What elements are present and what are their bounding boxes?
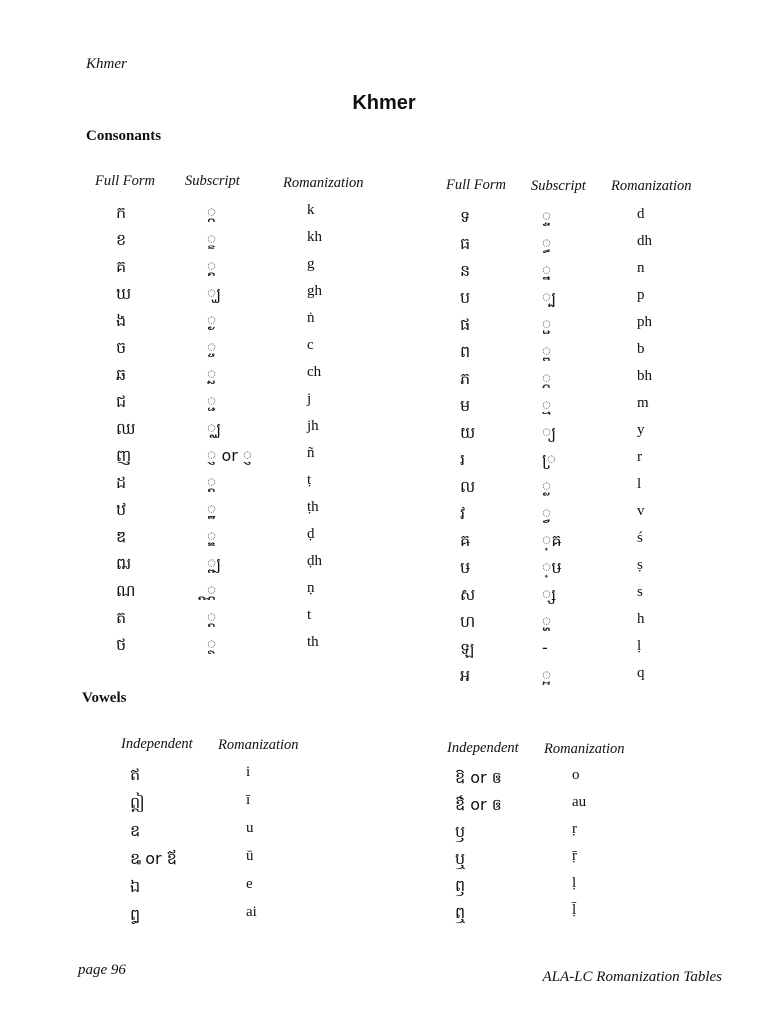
vowel-romanization: e [246,876,253,892]
consonant-full-form: ឝ [460,531,471,550]
consonant-subscript: ្ស [542,585,557,604]
consonant-subscript: ្ប [542,288,557,307]
consonant-romanization: th [307,634,319,650]
consonant-romanization: k [307,202,315,218]
consonant-romanization: c [307,337,314,353]
consonant-subscript: ្ណ [207,581,217,600]
vowel-romanization: ḷ [572,875,577,891]
consonant-subscript: ្ត [207,608,217,627]
consonant-romanization: n [637,260,645,276]
consonant-subscript: ្យ [542,423,557,442]
vowel-romanization: u [246,820,254,836]
col-header-vowel-romanization-left: Romanization [218,737,299,753]
consonant-full-form: ភ [460,369,471,388]
consonant-full-form: ណ [116,581,136,600]
consonant-subscript: ្ឝ [542,531,562,550]
consonant-romanization: s [637,584,643,600]
consonant-full-form: ញ [116,446,132,465]
consonant-full-form: រ [460,450,466,469]
consonant-full-form: ខ [116,230,127,249]
vowel-independent: ឯ [130,877,141,896]
consonant-subscript: ្ផ [542,315,552,334]
consonant-full-form: ព [460,342,471,361]
consonant-full-form: ឃ [116,284,132,303]
vowel-romanization: ai [246,904,257,920]
vowel-independent: ឦ [130,793,145,812]
vowels-heading: Vowels [82,690,127,706]
vowel-romanization: i [246,764,251,780]
consonant-subscript: ្វ [542,504,552,523]
consonant-romanization: ṇ [307,580,315,596]
consonant-romanization: g [307,256,315,272]
vowel-romanization: ṝ [572,848,577,864]
consonant-romanization: jh [307,418,319,434]
consonant-full-form: ធ [460,234,471,253]
consonant-romanization: gh [307,283,322,299]
consonant-romanization: r [637,449,642,465]
consonant-subscript: ្ភ [542,369,552,388]
col-header-romanization-left: Romanization [283,175,364,191]
consonant-full-form: ហ [460,612,476,631]
consonant-romanization: l [637,476,642,492]
consonant-romanization: ś [637,530,643,546]
vowel-independent: ឩ or ឪ [130,849,177,868]
consonant-full-form: ឋ [116,500,127,519]
consonant-subscript: ្ម [542,396,552,415]
running-header: Khmer [86,56,127,72]
col-header-subscript-left: Subscript [185,173,240,189]
consonant-full-form: ន [460,261,471,280]
consonant-full-form: ស [460,585,476,604]
vowel-independent: ឧ [130,821,141,840]
consonant-romanization: ch [307,364,322,380]
consonant-full-form: អ [460,666,471,685]
consonant-full-form: ឌ [116,527,127,546]
consonant-romanization: y [637,422,645,438]
vowel-independent: ឭ [455,876,466,895]
consonant-romanization: p [637,287,645,303]
consonant-subscript: ្ទ [542,207,552,226]
col-header-full-form-left: Full Form [95,173,156,189]
consonants-heading: Consonants [86,128,162,144]
consonant-subscript: ្គ [207,257,217,276]
consonant-subscript: ្ង [207,311,217,330]
consonant-subscript: ្ឞ [542,558,562,577]
col-header-subscript-right: Subscript [531,178,586,194]
consonant-full-form: ឆ [116,365,127,384]
col-header-full-form-right: Full Form [446,177,507,193]
consonant-romanization: ṣ [637,557,643,573]
consonant-full-form: ច [116,338,127,357]
vowel-independent: ឰ [130,905,141,924]
consonant-full-form: ប [460,288,471,307]
consonant-romanization: ḷ [637,638,642,654]
consonant-romanization: ñ [307,445,315,461]
consonant-romanization: d [637,206,645,222]
consonant-romanization: m [637,395,649,411]
consonant-full-form: ឍ [116,554,132,573]
consonant-subscript: ្ច [207,338,217,357]
consonant-romanization: ṅ [307,310,315,326]
consonant-romanization: j [307,391,312,407]
consonant-full-form: យ [460,423,476,442]
consonant-subscript: ្ឃ [207,284,222,303]
consonant-romanization: ḍ [307,526,315,542]
consonant-subscript: ្រ [542,450,557,469]
page-title: Khmer [352,92,416,114]
consonant-subscript: ្ឍ [207,554,222,573]
consonant-full-form: គ [116,257,127,276]
consonant-romanization: bh [637,368,652,384]
consonant-full-form: ត [116,608,127,627]
consonant-subscript: ្ហ [542,612,552,631]
consonant-subscript: ្ថ [207,635,217,654]
page-number: page 96 [78,962,126,978]
consonant-subscript: ្ឈ [207,419,222,438]
col-header-independent-right: Independent [447,740,519,756]
consonant-romanization: dh [637,233,652,249]
consonant-subscript: ្ជ [207,392,217,411]
consonant-subscript: ្ឆ [207,365,217,384]
consonant-romanization: t [307,607,312,623]
consonant-subscript: - [542,638,548,657]
consonant-romanization: b [637,341,645,357]
consonant-romanization: q [637,665,645,681]
vowel-romanization: o [572,767,580,783]
vowel-independent: ឱ or ឲ [455,768,502,787]
vowel-romanization: au [572,794,587,810]
consonant-full-form: ឡ [460,639,475,658]
col-header-romanization-right: Romanization [611,178,692,194]
consonant-full-form: ម [460,396,471,415]
vowel-independent: ឫ [455,822,466,841]
consonant-subscript: ្ឋ [207,500,217,519]
consonant-full-form: ដ [116,473,127,492]
consonant-romanization: ḍh [307,553,322,569]
consonant-romanization: v [637,503,645,519]
col-header-independent-left: Independent [121,736,193,752]
consonant-romanization: h [637,611,645,627]
consonant-full-form: ង [116,311,127,330]
consonant-full-form: ជ [116,392,127,411]
consonant-full-form: ថ [116,635,127,654]
consonant-subscript: ្អ [542,666,552,685]
consonant-full-form: ឞ [460,558,471,577]
vowel-independent: ឥ [130,765,141,784]
consonant-romanization: kh [307,229,322,245]
col-header-vowel-romanization-right: Romanization [544,741,625,757]
consonant-subscript: ្ធ [542,234,552,253]
vowel-romanization: ḹ [572,902,577,918]
consonant-subscript: ្ញ or ្ញ [207,446,253,465]
consonant-full-form: ទ [460,207,471,226]
consonant-full-form: ល [460,477,476,496]
vowel-romanization: ū [246,848,254,864]
consonant-subscript: ្ក [207,203,217,222]
consonant-subscript: ្ដ [207,473,217,492]
consonant-subscript: ្ន [542,261,552,280]
vowel-independent: ឬ [455,849,466,868]
consonant-full-form: ឈ [116,419,136,438]
consonant-romanization: ṭ [307,472,312,488]
consonant-subscript: ្ល [542,477,552,496]
consonant-subscript: ្ខ [207,230,217,249]
vowel-independent: ឳ or ឲ [455,795,502,814]
consonant-romanization: ṭh [307,499,319,515]
consonant-subscript: ្ឌ [207,527,217,546]
vowel-independent: ឮ [455,903,466,922]
consonant-full-form: ក [116,203,127,222]
consonant-romanization: ph [637,314,652,330]
vowel-romanization: ī [246,792,251,808]
consonant-full-form: វ [460,504,466,523]
vowel-romanization: ṛ [572,821,577,837]
consonant-full-form: ផ [460,315,471,334]
publication-title: ALA-LC Romanization Tables [542,969,722,985]
consonant-subscript: ្ព [542,342,552,361]
